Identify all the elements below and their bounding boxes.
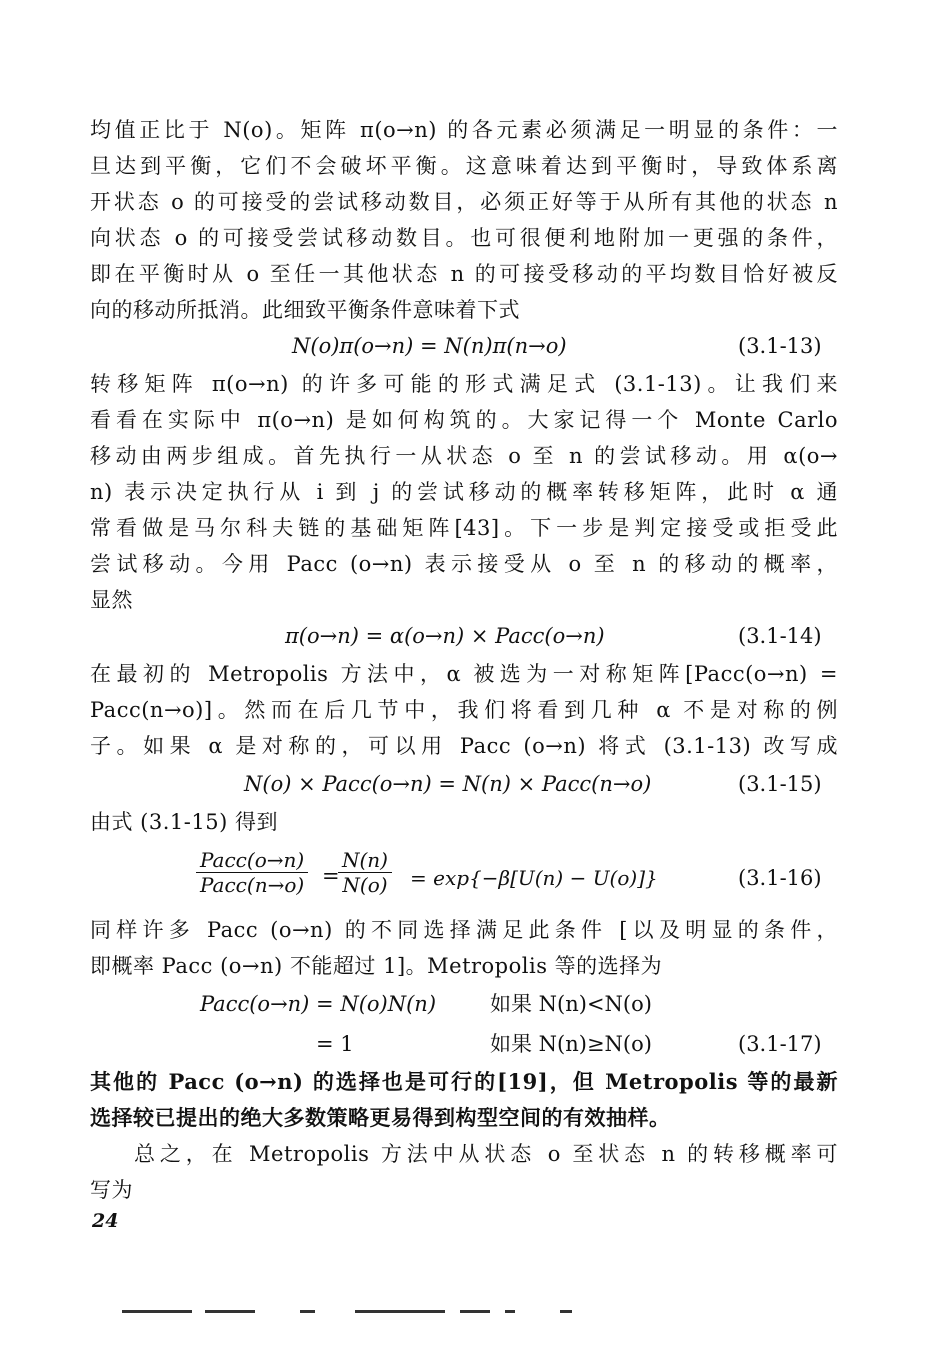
text-line: 向的移动所抵消。此细致平衡条件意味着下式 — [90, 298, 520, 322]
equation-number: (3.1-17) — [738, 1032, 822, 1056]
fraction-numerator: N(n) — [338, 848, 392, 873]
text-line: 尝试移动。今用 Pacc (o→n) 表示接受从 o 至 n 的移动的概率， — [90, 552, 838, 576]
equation-3-1-15: N(o) × Pacc(o→n) = N(n) × Pacc(n→o) — [244, 772, 652, 796]
text-line: 写为 — [90, 1178, 133, 1202]
fraction-pacc-ratio — [196, 848, 308, 897]
equation-3-1-17-row1: Pacc(o→n) = N(o)N(n) — [200, 992, 437, 1016]
text-line: Pacc(n→o)]。然而在后几节中，我们将看到几种 α 不是对称的例 — [90, 698, 838, 722]
equation-3-1-17-row2: = 1 — [316, 1032, 354, 1056]
text-line: 选择较已提出的绝大多数策略更易得到构型空间的有效抽样。 — [90, 1105, 671, 1130]
text-line: 看看在实际中 π(o→n) 是如何构筑的。大家记得一个 Monte Carlo — [90, 408, 838, 432]
text-line: 总之，在 Metropolis 方法中从状态 o 至状态 n 的转移概率可 — [134, 1142, 838, 1166]
fraction-n-ratio — [338, 848, 392, 897]
text-line: 即在平衡时从 o 至任一其他状态 n 的可接受移动的平均数目恰好被反 — [90, 262, 838, 286]
equation-3-1-14: π(o→n) = α(o→n) × Pacc(o→n) — [285, 624, 605, 648]
text-line: 同样许多 Pacc (o→n) 的不同选择满足此条件 [以及明显的条件， — [90, 918, 838, 942]
fraction-denominator: N(o) — [342, 873, 388, 897]
text-line: 常看做是马尔科夫链的基础矩阵[43]。下一步是判定接受或拒受此 — [90, 516, 838, 540]
text-line: 其他的 Pacc (o→n) 的选择也是可行的[19]，但 Metropolis 等的最新 — [90, 1069, 838, 1094]
page-number: 24 — [92, 1210, 119, 1232]
text-line: n) 表示决定执行从 i 到 j 的尝试移动的概率转移矩阵，此时 α 通 — [90, 480, 838, 504]
text-line: 显然 — [90, 588, 133, 612]
text-line: 在最初的 Metropolis 方法中，α 被选为一对称矩阵[Pacc(o→n) = — [90, 662, 838, 686]
text-line: 开状态 o 的可接受的尝试移动数目，必须正好等于从所有其他的状态 n — [90, 190, 838, 214]
text-line: 移动由两步组成。首先执行一从状态 o 至 n 的尝试移动。用 α(o→ — [90, 444, 838, 468]
text-line: 向状态 o 的可接受尝试移动数目。也可很便利地附加一更强的条件， — [90, 226, 838, 250]
equation-number: (3.1-13) — [738, 334, 822, 358]
fraction-denominator: Pacc(n→o) — [200, 873, 305, 897]
equation-number: (3.1-15) — [738, 772, 822, 796]
equation-number: (3.1-16) — [738, 866, 822, 890]
text-line: 即概率 Pacc (o→n) 不能超过 1]。Metropolis 等的选择为 — [90, 954, 663, 978]
equals-sign: = — [322, 864, 340, 888]
equation-3-1-13: N(o)π(o→n) = N(n)π(n→o) — [292, 334, 567, 358]
text-line: 旦达到平衡，它们不会破坏平衡。这意味着达到平衡时，导致体系离 — [90, 154, 838, 178]
equation-3-1-17-cond1: 如果 N(n)<N(o) — [490, 992, 652, 1016]
scan-artifact — [0, 1310, 952, 1318]
equation-number: (3.1-14) — [738, 624, 822, 648]
text-line: 转移矩阵 π(o→n) 的许多可能的形式满足式 (3.1-13)。让我们来 — [90, 372, 838, 396]
equation-3-1-16-rhs: = exp{−β[U(n) − U(o)]} — [410, 866, 658, 890]
text-line: 子。如果 α 是对称的，可以用 Pacc (o→n) 将式 (3.1-13) 改写成 — [90, 734, 838, 758]
text-line: 均值正比于 N(o)。矩阵 π(o→n) 的各元素必须满足一明显的条件：一 — [90, 118, 838, 142]
equation-3-1-17-cond2: 如果 N(n)≥N(o) — [490, 1032, 652, 1056]
text-line: 由式 (3.1-15) 得到 — [90, 810, 278, 834]
fraction-numerator: Pacc(o→n) — [196, 848, 308, 873]
